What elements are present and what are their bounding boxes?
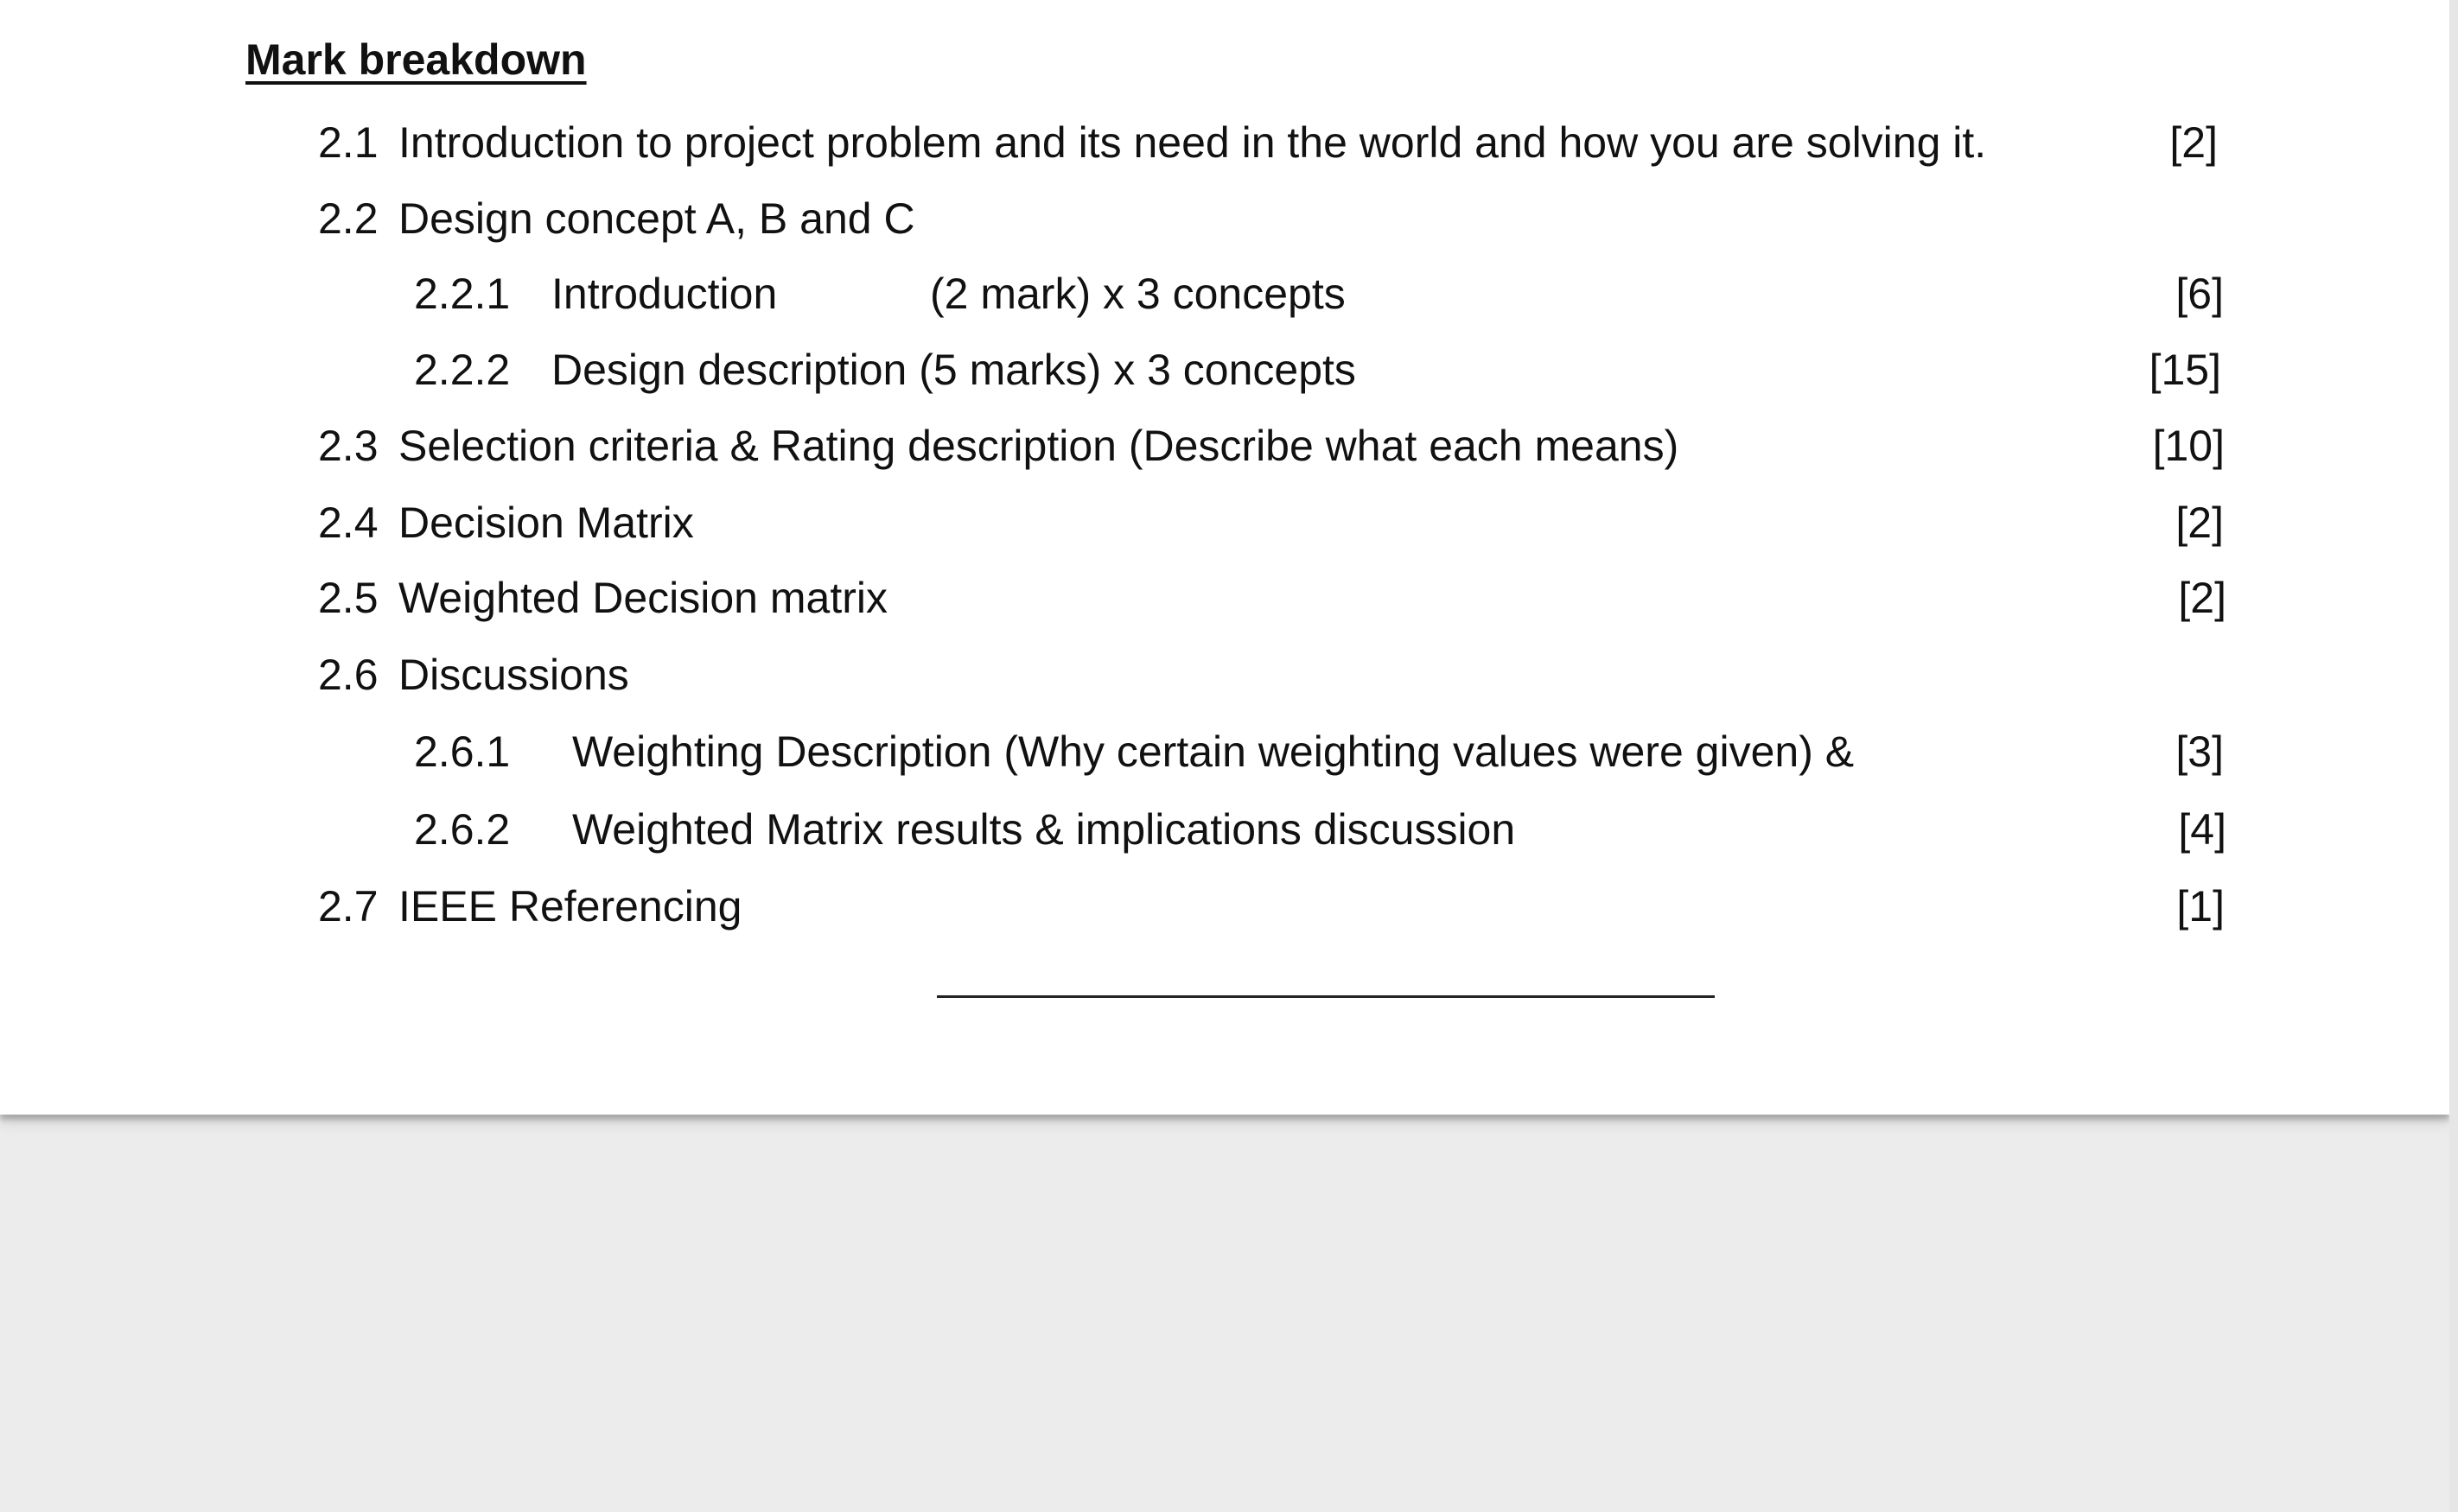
- item-detail: (2 mark) x 3 concepts: [930, 270, 1346, 318]
- scrollbar-track[interactable]: [2449, 0, 2458, 1512]
- item-text: Discussions: [398, 651, 629, 699]
- item-number: 2.1: [318, 118, 379, 167]
- item-text: Introduction to project problem and its need in the world and how you are solving it.: [398, 118, 1987, 167]
- item-number: 2.6.1: [414, 727, 511, 776]
- item-mark: [1]: [2176, 882, 2225, 931]
- item-mark: [3]: [2175, 727, 2224, 776]
- item-number: 2.5: [318, 574, 379, 622]
- item-text: Weighting Description (Why certain weighting values were given) &: [572, 727, 1855, 776]
- item-text: Introduction: [551, 270, 778, 318]
- item-number: 2.3: [318, 422, 379, 470]
- page-title: Mark breakdown: [245, 35, 587, 84]
- item-text: Design description (5 marks) x 3 concepts: [551, 346, 1356, 394]
- item-mark: [4]: [2178, 805, 2226, 854]
- item-number: 2.2.2: [414, 346, 511, 394]
- item-mark: [15]: [2149, 346, 2221, 394]
- item-text: Weighted Matrix results & implications discussion: [572, 805, 1516, 854]
- item-text: Selection criteria & Rating description (Describe what each means): [398, 422, 1679, 470]
- item-text: Weighted Decision matrix: [398, 574, 888, 622]
- item-number: 2.4: [318, 499, 379, 547]
- item-text: Design concept A, B and C: [398, 194, 915, 243]
- item-number: 2.6.2: [414, 805, 511, 854]
- item-text: IEEE Referencing: [398, 882, 742, 931]
- item-number: 2.2.1: [414, 270, 511, 318]
- item-number: 2.7: [318, 882, 379, 931]
- item-mark: [2]: [2169, 118, 2218, 167]
- item-number: 2.6: [318, 651, 379, 699]
- item-number: 2.2: [318, 194, 379, 243]
- footer-divider: [937, 995, 1715, 998]
- item-text: Decision Matrix: [398, 499, 694, 547]
- item-mark: [2]: [2175, 499, 2224, 547]
- item-mark: [6]: [2175, 270, 2224, 318]
- item-mark: [2]: [2178, 574, 2226, 622]
- item-mark: [10]: [2152, 422, 2225, 470]
